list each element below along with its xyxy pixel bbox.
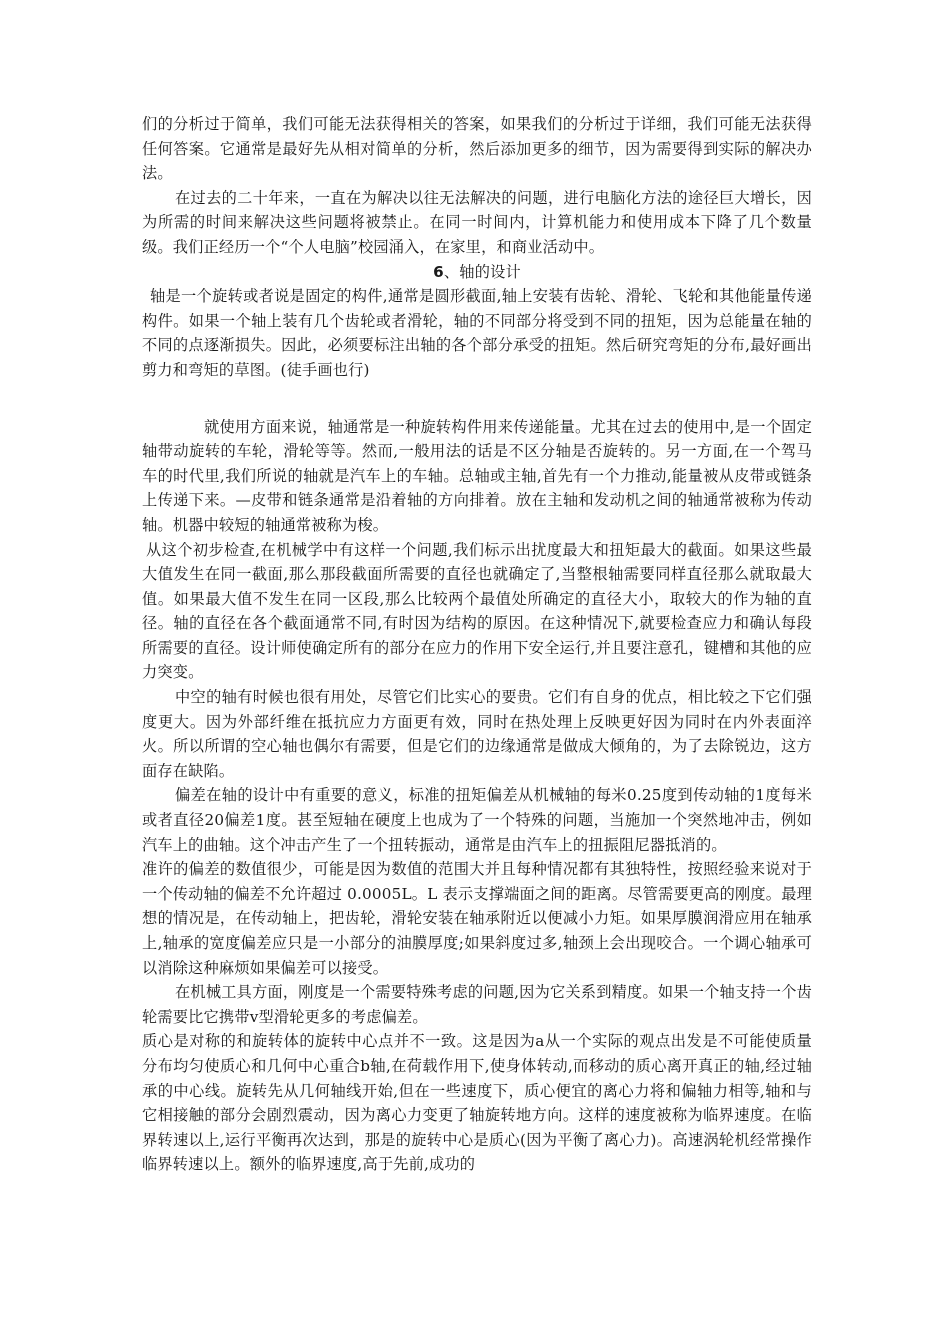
paragraph-shaft-definition: 轴是一个旋转或者说是固定的构件,通常是圆形截面,轴上安装有齿轮、滑轮、飞轮和其他能量传递构件。如果一个轴上装有几个齿轮或者滑轮，轴的不同部分将受到不同的扭矩，因为总能量在轴的不同的点逐渐损失。因此，必须要标注出轴的各个部分承受的扭矩。然后研究弯矩的分布,最好画出剪力和弯矩的草图。(徒手画也行): [142, 287, 812, 379]
paragraph-critical-speed: 质心是对称的和旋转体的旋转中心点并不一致。这是因为a从一个实际的观点出发是不可能使质量分布均匀使质心和几何中心重合b轴,在荷载作用下,使身体转动,而移动的质心离开真正的轴,经过轴承的中心线。旋转先从几何轴线开始,但在一些速度下，质心便宜的离心力将和偏轴力相等,轴和与它相接触的部分会剧烈震动，因为离心力变更了轴旋转地方向。这样的速度被称为临界速度。在临界转速以上,运行平衡再次达到，那是的旋转中心是质心(因为平衡了离心力)。高速涡轮机经常操作临界转速以上。额外的临界速度,高于先前,成功的: [142, 1032, 812, 1174]
document-page: [142, 112, 812, 1177]
paragraph-shaft-usage: 就使用方面来说，轴通常是一种旋转构件用来传递能量。尤其在过去的使用中,是一个固定轴带动旋转的车轮，滑轮等等。然而,一般用法的话是不区分轴是否旋转的。另一方面,在一个驾马车的时代里,我们所说的轴就是汽车上的车轴。总轴或主轴,首先有一个力推动,能量被从皮带或链条上传递下来。—皮带和链条通常是沿着轴的方向排着。放在主轴和发动机之间的轴通常被称为传动轴。机器中较短的轴通常被称为梭。: [142, 417, 812, 534]
paragraph-allowed-deflection: 准许的偏差的数值很少，可能是因为数值的范围大并且每种情况都有其独特性，按照经验来说对于一个传动轴的偏差不允许超过 0.0005L。L 表示支撑端面之间的距离。尽管需要更高的刚度。最理想的情况是，在传动轴上，把齿轮，滑轮安装在轴承附近以便减小力矩。如果厚膜润滑应用在轴承上,轴承的宽度偏差应只是一小部分的油膜厚度;如果斜度过多,轴颈上会出现咬合。一个调心轴承可以消除这种麻烦如果偏差可以接受。: [142, 860, 812, 977]
paragraph-intro-continued: 们的分析过于简单，我们可能无法获得相关的答案，如果我们的分析过于详细，我们可能无法获得任何答案。它通常是最好先从相对简单的分析，然后添加更多的细节，因为需要得到实际的解决办法。: [142, 115, 812, 183]
blank-line: [142, 383, 812, 407]
paragraph-hollow-shaft: 中空的轴有时候也很有用处，尽管它们比实心的要贵。它们有自身的优点，相比较之下它们强度更大。因为外部纤维在抵抗应力方面更有效，同时在热处理上反映更好因为同时在内外表面淬火。所以所谓的空心轴也偶尔有需要，但是它们的边缘通常是做成大倾角的，为了去除锐边，这方面存在缺陷。: [142, 688, 812, 780]
paragraph-deflection: 偏差在轴的设计中有重要的意义，标准的扭矩偏差从机械轴的每米0.25度到传动轴的1度每米或者直径20偏差1度。甚至短轴在硬度上也成为了一个特殊的问题，当施加一个突然地冲击，例如汽车上的曲轴。这个冲击产生了一个扭转振动，通常是由汽车上的扭振阻尼器抵消的。: [142, 786, 812, 854]
paragraph-max-section: 从这个初步检查,在机械学中有这样一个问题,我们标示出扰度最大和扭矩最大的截面。如果这些最大值发生在同一截面,那么那段截面所需要的直径也就确定了,当整根轴需要同样直径那么就取最大值。如果最大值不发生在同一区段,那么比较两个最值处所确定的直径大小，取较大的作为轴的直径。轴的直径在各个截面通常不同,有时因为结构的原因。在这种情况下,就要检查应力和确认每段所需要的直径。设计师使确定所有的部分在应力的作用下安全运行,并且要注意孔，键槽和其他的应力突变。: [142, 540, 812, 682]
paragraph-stiffness: 在机械工具方面，刚度是一个需要特殊考虑的问题,因为它关系到精度。如果一个轴支持一个齿轮需要比它携带v型滑轮更多的考虑偏差。: [142, 983, 812, 1026]
section-title: 、轴的设计: [443, 262, 521, 281]
section-heading: [142, 260, 812, 285]
blank-line-small: [142, 407, 812, 415]
paragraph-computing: 在过去的二十年来，一直在为解决以往无法解决的问题，进行电脑化方法的途径巨大增长，因为所需的时间来解决这些问题将被禁止。在同一时间内，计算机能力和使用成本下降了几个数量级。我们正经历一个“个人电脑”校园涌入，在家里，和商业活动中。: [142, 188, 812, 256]
section-number: 6: [433, 262, 444, 281]
